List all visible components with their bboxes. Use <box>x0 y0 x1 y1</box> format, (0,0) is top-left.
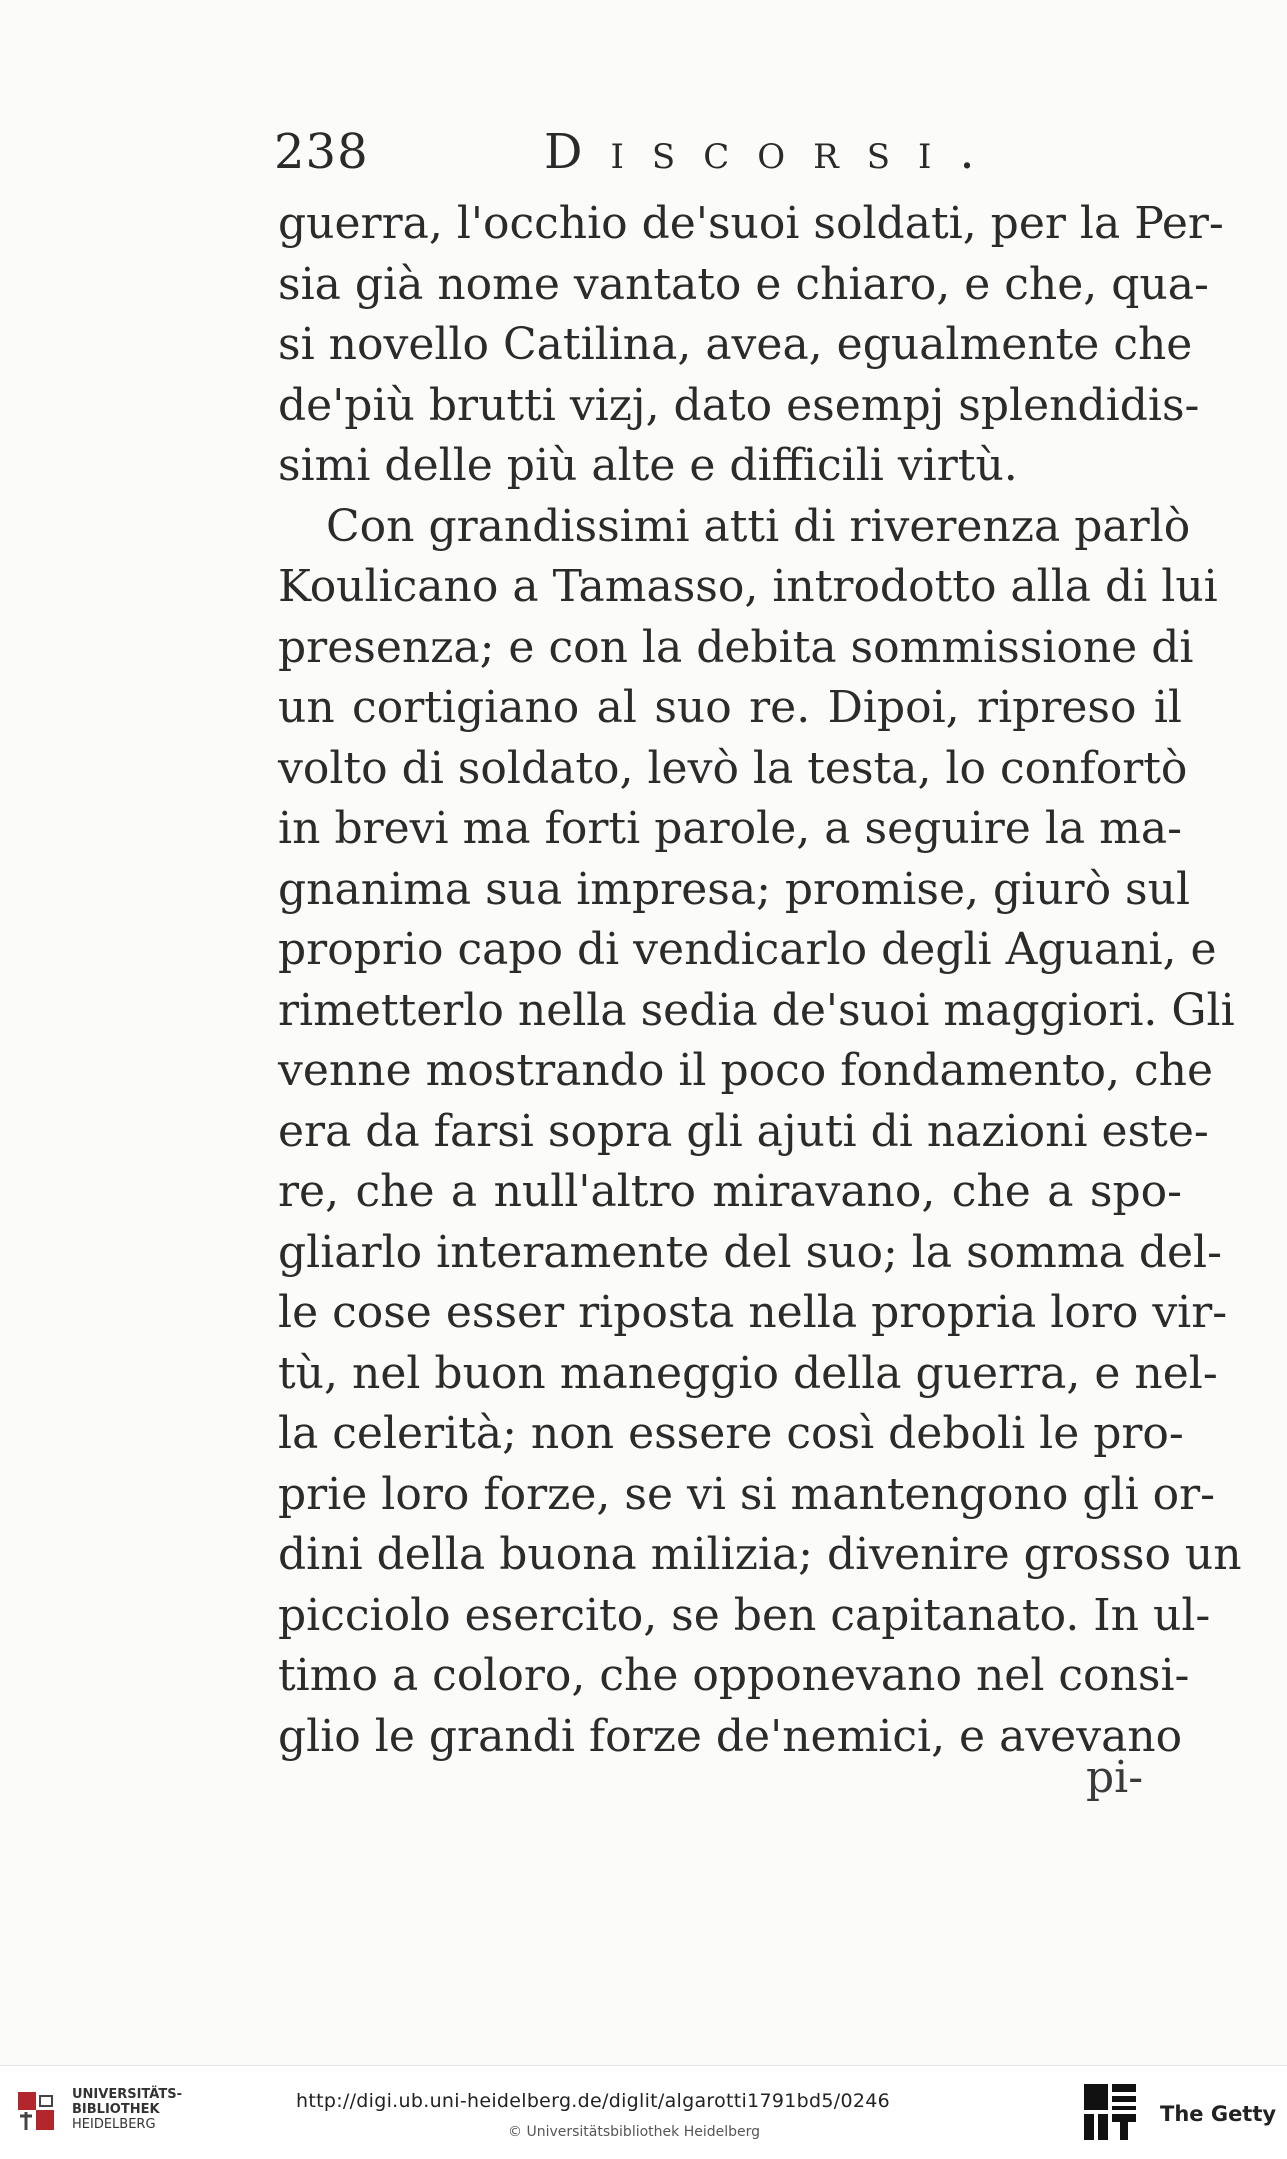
text-line: gliarlo interamente del suo; la somma del- <box>278 1226 1222 1278</box>
text-line: un cortigiano al suo re. Dipoi, ripreso il <box>278 682 1182 733</box>
source-url-link[interactable]: http://digi.ub.uni-heidelberg.de/diglit/algarotti1791bd5/0246 <box>296 2090 891 2112</box>
text-line: Con grandissimi atti di riverenza parlò <box>326 500 1191 552</box>
institution-line: HEIDELBERG <box>72 2117 156 2132</box>
text-line: guerra, l'occhio de'suoi soldati, per la Per- <box>278 198 1224 249</box>
institution-line: UNIVERSITÄTS- <box>72 2087 182 2102</box>
text-line: Koulicano a Tamasso, introdotto alla di lui <box>278 561 1218 612</box>
text-line: prie loro forze, se vi si mantengono gli or- <box>278 1468 1216 1520</box>
institution-name <box>72 2087 182 2132</box>
text-line: proprio capo di vendicarlo degli Aguani, e <box>278 924 1217 975</box>
text-line: si novello Catilina, avea, egualmente che <box>278 319 1193 370</box>
text-line: gnanima sua impresa; promise, giurò sul <box>278 863 1191 915</box>
text-line: venne mostrando il poco fondamento, che <box>278 1045 1213 1096</box>
text-line: la celerità; non essere così deboli le pro- <box>278 1408 1184 1459</box>
footer-bar <box>0 2065 1287 2159</box>
text-line: de'più brutti vizj, dato esempj splendidis- <box>278 379 1200 431</box>
text-line: picciolo esercito, se ben capitanato. In ul- <box>278 1589 1211 1641</box>
text-line: dini della buona milizia; divenire grosso un <box>278 1529 1242 1580</box>
body-text <box>278 194 1242 1767</box>
page-number: 238 <box>274 124 369 180</box>
text-line: in brevi ma forti parole, a seguire la ma- <box>278 803 1182 854</box>
running-title: Discorsi. <box>544 124 1003 180</box>
copyright-notice: © Universitätsbibliothek Heidelberg <box>508 2124 761 2140</box>
text-line: volto di soldato, levò la testa, lo confortò <box>278 742 1188 794</box>
text-line: timo a coloro, che opponevano nel consi- <box>278 1650 1190 1701</box>
text-line: tù, nel buon maneggio della guerra, e nel- <box>278 1347 1218 1399</box>
text-line: sia già nome vantato e chiaro, e che, qua- <box>278 258 1209 310</box>
text-line: simi delle più alte e difficili virtù. <box>278 440 1018 491</box>
institution-line: BIBLIOTHEK <box>72 2102 160 2117</box>
catchword: pi- <box>1086 1752 1144 1803</box>
text-line: le cose esser riposta nella propria loro vir- <box>278 1287 1228 1338</box>
university-logo-icon <box>10 2086 62 2138</box>
partner-name: The Getty <box>1160 2102 1277 2126</box>
page-header <box>274 124 1194 184</box>
text-line: rimetterlo nella sedia de'suoi maggiori. Gli <box>278 984 1235 1036</box>
text-line: presenza; e con la debita sommissione di <box>278 621 1194 673</box>
text-line: era da farsi sopra gli ajuti di nazioni este- <box>278 1105 1209 1157</box>
getty-logo-icon <box>1082 2082 1138 2142</box>
text-line: re, che a null'altro miravano, che a spo- <box>278 1166 1182 1217</box>
text-line: glio le grandi forze de'nemici, e avevano <box>278 1710 1183 1762</box>
